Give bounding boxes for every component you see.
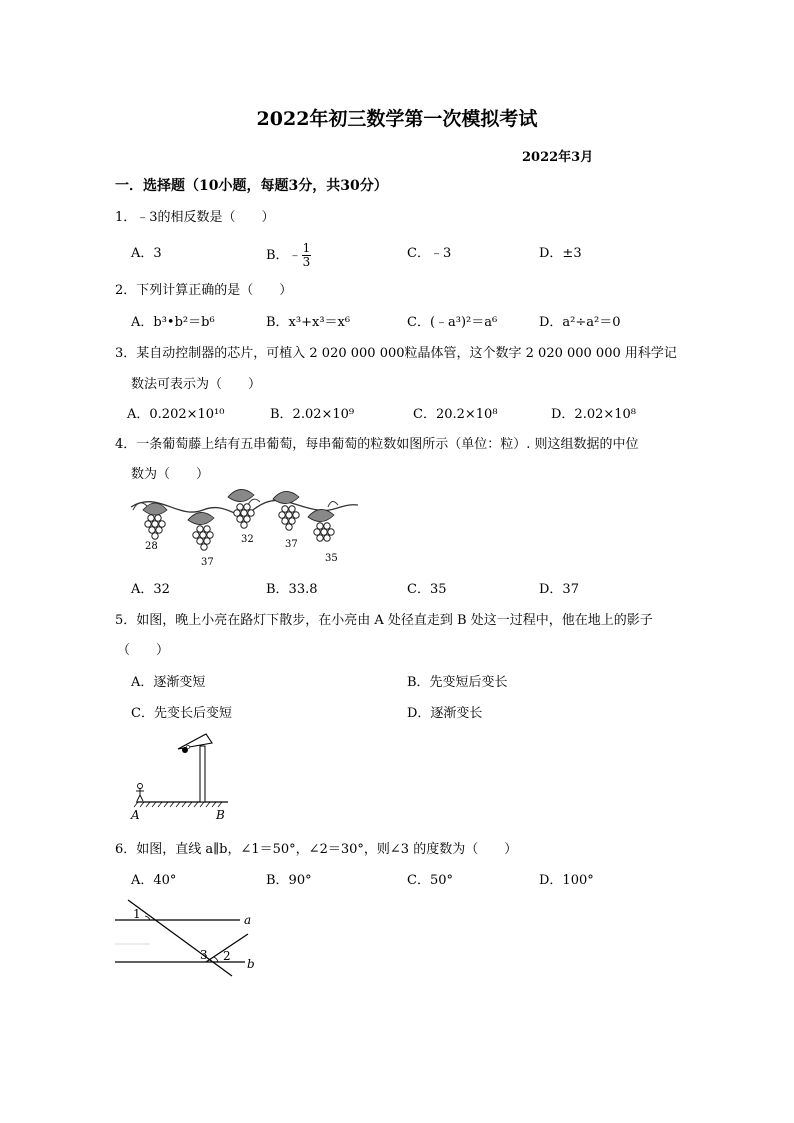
- question-2-option-a: A．b³•b²＝b⁶: [131, 315, 215, 330]
- angle-1-label: 1: [133, 907, 141, 921]
- question-2-option-b: B．x³+x³＝x⁶: [266, 315, 351, 330]
- question-4-stem-line1: 4．一条葡萄藤上结有五串葡萄，每串葡萄的粒数如图所示（单位：粒）. 则这组数据的中位: [115, 437, 639, 452]
- point-b-label: B: [216, 808, 225, 822]
- question-5-stem-line1: 5．如图，晚上小亮在路灯下散步，在小亮由 A 处径直走到 B 处这一过程中，他在地上的影子: [115, 613, 653, 628]
- question-5-option-d: D．逐渐变长: [407, 706, 483, 721]
- question-1-option-c: C．﹣3: [407, 246, 452, 261]
- question-6-option-c: C．50°: [407, 873, 453, 888]
- question-2-option-d: D．a²÷a²＝0: [539, 315, 621, 330]
- grape-cluster-3: [228, 489, 254, 528]
- line-b-label: b: [247, 957, 255, 971]
- person-icon: [136, 784, 144, 802]
- question-4-option-a: A．32: [131, 582, 170, 597]
- question-3-stem-line2: 数法可表示为（ ）: [131, 377, 262, 392]
- question-4-option-b: B．33.8: [266, 582, 318, 597]
- fraction-numerator: 1: [302, 241, 311, 255]
- question-5-option-b: B．先变短后变长: [407, 675, 508, 690]
- grape-vine-figure: [128, 485, 363, 570]
- question-3-option-d: D．2.02×10⁸: [551, 407, 637, 422]
- question-3-option-b: B．2.02×10⁹: [270, 407, 355, 422]
- point-a-label: A: [131, 808, 140, 822]
- question-3-option-c: C．20.2×10⁸: [413, 407, 498, 422]
- grape-count-label: 28: [145, 541, 158, 552]
- question-1-option-b-label: B．﹣: [266, 248, 302, 263]
- question-2-option-c: C．(﹣a³)²＝a⁶: [407, 315, 498, 330]
- question-6-stem: 6．如图，直线 a∥b，∠1＝50°，∠2＝30°，则∠3 的度数为（ ）: [115, 842, 518, 857]
- street-lamp-figure: [128, 728, 238, 823]
- question-4-option-c: C．35: [407, 582, 447, 597]
- fraction-one-third: [302, 242, 312, 269]
- grape-cluster-1: [143, 503, 167, 539]
- question-5-option-a: A．逐渐变短: [131, 675, 206, 690]
- question-6-option-b: B．90°: [266, 873, 312, 888]
- grape-cluster-4: [273, 491, 299, 530]
- question-1-option-a: A．3: [131, 246, 162, 261]
- question-1-stem: 1．﹣3的相反数是（ ）: [115, 210, 275, 225]
- question-1-option-d: D．±3: [539, 246, 582, 261]
- fraction-denominator: 3: [302, 255, 311, 269]
- grape-cluster-2: [188, 512, 214, 550]
- grape-count-label: 35: [325, 553, 338, 564]
- parallel-lines-figure: [110, 898, 260, 978]
- line-a-label: a: [244, 913, 252, 927]
- question-6-option-a: A．40°: [131, 873, 177, 888]
- section-title: 一．选择题（10小题，每题3分，共30分）: [115, 178, 388, 194]
- question-4-stem-line2: 数为（ ）: [131, 467, 210, 482]
- question-4-option-d: D．37: [539, 582, 579, 597]
- grape-count-label: 37: [285, 539, 298, 550]
- question-5-stem-line2: （ ）: [117, 643, 170, 658]
- exam-date: 2022年3月: [522, 150, 594, 165]
- question-3-stem-line1: 3．某自动控制器的芯片，可植入 2 020 000 000粒晶体管，这个数字 2 020 000 000 用科学记: [115, 346, 677, 361]
- grape-count-label: 32: [241, 534, 254, 545]
- exam-title: 2022年初三数学第一次模拟考试: [256, 108, 538, 130]
- question-6-option-d: D．100°: [539, 873, 594, 888]
- angle-2-label: 2: [223, 949, 231, 963]
- grape-count-label: 37: [201, 557, 214, 568]
- angle-3-label: 3: [200, 948, 208, 962]
- grape-cluster-5: [308, 509, 334, 541]
- question-5-option-c: C．先变长后变短: [131, 706, 232, 721]
- question-2-stem: 2．下列计算正确的是（ ）: [115, 283, 293, 298]
- question-3-option-a: A．0.202×10¹⁰: [127, 407, 225, 422]
- question-1-option-b: [266, 242, 311, 269]
